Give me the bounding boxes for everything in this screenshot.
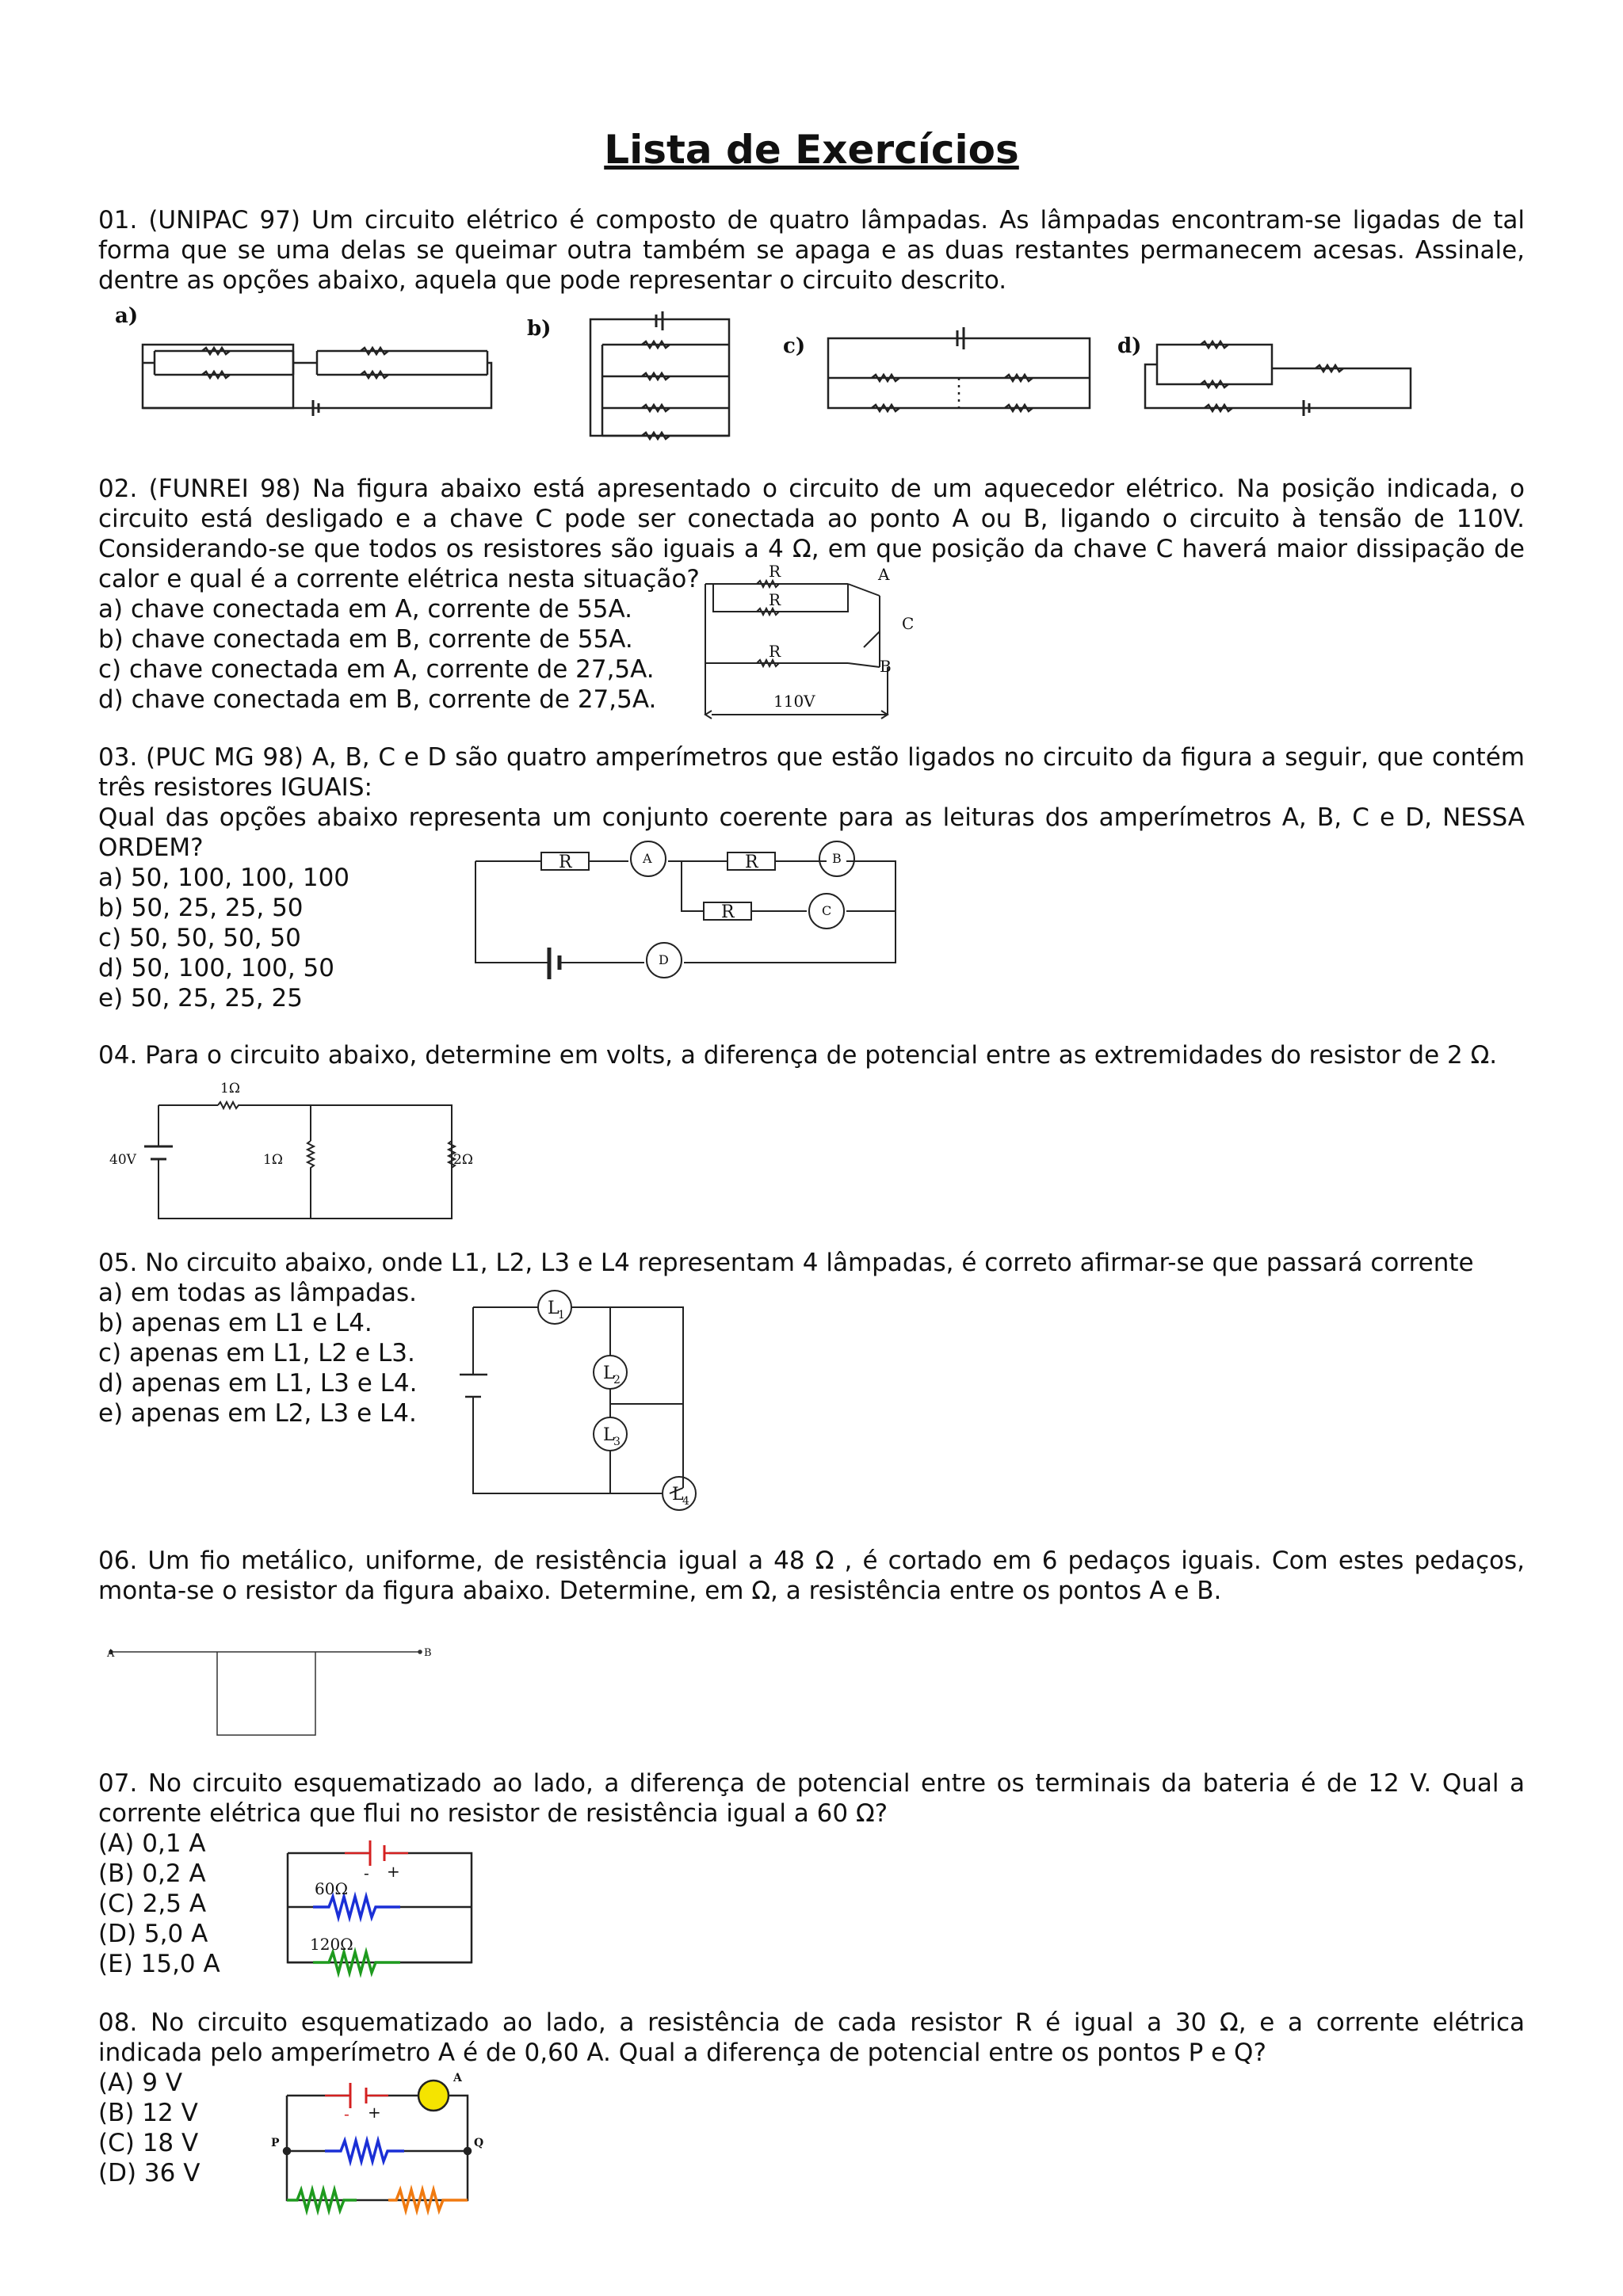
q5-lamp-circuit-figure bbox=[448, 1283, 717, 1513]
q2-option-b[interactable]: b) chave conectada em B, corrente de 55A. bbox=[98, 625, 633, 654]
q8-ammeter-label: A bbox=[453, 2072, 462, 2084]
q3-text-line-2: três resistores IGUAIS: bbox=[98, 773, 372, 802]
q1-label-a: a) bbox=[115, 304, 139, 328]
q8-point-p-label: P bbox=[271, 2137, 280, 2149]
q4-resistor-circuit-figure bbox=[103, 1077, 483, 1228]
q3-text-line-1: 03. (PUC MG 98) A, B, C e D são quatro amperímetros que estão ligados no circuito da figura a seguir, que contém bbox=[98, 743, 1525, 772]
q5-text-line: 05. No circuito abaixo, onde L1, L2, L3 e L4 representam 4 lâmpadas, é correto afirmar-se que passará corrente bbox=[98, 1249, 1474, 1277]
q4-middle-resistor-label: 1Ω bbox=[263, 1152, 283, 1168]
q7-option-c[interactable]: (C) 2,5 A bbox=[98, 1890, 207, 1918]
q8-point-q-label: Q bbox=[474, 2137, 484, 2149]
q7-option-e[interactable]: (E) 15,0 A bbox=[98, 1950, 220, 1978]
q1-circuit-options-figure bbox=[111, 305, 1426, 444]
q3-resistor-label-2: R bbox=[745, 852, 758, 872]
q2-switch-c-label: C bbox=[902, 614, 915, 633]
q6-point-a-label: A bbox=[107, 1648, 115, 1660]
q7-resistor-120 bbox=[313, 1952, 400, 1973]
q5-lamp-l4-sub: 4 bbox=[682, 1495, 689, 1508]
q8-resistor-bottom-left bbox=[287, 2190, 357, 2210]
q5-option-d[interactable]: d) apenas em L1, L3 e L4. bbox=[98, 1369, 418, 1398]
q4-text-line: 04. Para o circuito abaixo, determine em volts, a diferença de potencial entre as extremidades do resistor de 2 Ω. bbox=[98, 1041, 1498, 1070]
q5-lamp-l1-sub: 1 bbox=[558, 1309, 565, 1322]
q7-option-b[interactable]: (B) 0,2 A bbox=[98, 1859, 206, 1888]
q7-minus-sign: - bbox=[364, 1863, 369, 1882]
q8-text-line-2: indicada pelo amperímetro A é de 0,60 A. Qual a diferença de potencial entre os pontos P e Q? bbox=[98, 2039, 1266, 2067]
q7-plus-sign: + bbox=[387, 1862, 400, 1881]
q7-resistor-60 bbox=[313, 1897, 400, 1917]
page-title: Lista de Exercícios bbox=[604, 127, 1019, 173]
q2-heater-circuit-figure bbox=[697, 564, 935, 730]
q7-option-d[interactable]: (D) 5,0 A bbox=[98, 1920, 208, 1948]
q3-option-e[interactable]: e) 50, 25, 25, 25 bbox=[98, 984, 303, 1013]
q7-text-line-2: corrente elétrica que flui no resistor de resistência igual a 60 Ω? bbox=[98, 1799, 888, 1828]
q2-resistor-label-top: R bbox=[769, 562, 781, 581]
q7-option-a[interactable]: (A) 0,1 A bbox=[98, 1829, 206, 1858]
q8-text-line-1: 08. No circuito esquematizado ao lado, a resistência de cada resistor R é igual a 30 Ω, e a corrente elétrica bbox=[98, 2008, 1525, 2037]
q8-option-d[interactable]: (D) 36 V bbox=[98, 2159, 200, 2187]
q2-option-d[interactable]: d) chave conectada em B, corrente de 27,5A. bbox=[98, 685, 657, 714]
q3-option-c[interactable]: c) 50, 50, 50, 50 bbox=[98, 924, 301, 952]
q8-option-b[interactable]: (B) 12 V bbox=[98, 2099, 198, 2127]
q8-circuit-figure bbox=[269, 2072, 491, 2222]
q2-text-line-4: calor e qual é a corrente elétrica nesta situação? bbox=[98, 565, 700, 593]
q2-point-a-label: A bbox=[878, 565, 890, 584]
q3-ammeter-a-label: A bbox=[643, 851, 652, 866]
q1-label-c: c) bbox=[783, 334, 806, 358]
q2-option-c[interactable]: c) chave conectada em A, corrente de 27,5A. bbox=[98, 655, 655, 684]
q6-wire-resistor-figure bbox=[103, 1636, 444, 1747]
q3-option-d[interactable]: d) 50, 100, 100, 50 bbox=[98, 954, 334, 982]
q4-battery-label: 40V bbox=[109, 1152, 136, 1168]
q5-lamp-l3-sub: 3 bbox=[613, 1436, 621, 1448]
q3-text-line-3: Qual das opções abaixo representa um conjunto coerente para as leituras dos amperímetros A, B, C e D, NESSA bbox=[98, 803, 1525, 832]
q6-text-line-2: monta-se o resistor da figura abaixo. Determine, em Ω, a resistência entre os pontos A e B. bbox=[98, 1577, 1222, 1605]
q2-text-line-3: Considerando-se que todos os resistores são iguais a 4 Ω, em que posição da chave C haverá maior dissipação de bbox=[98, 535, 1525, 563]
q6-point-b-label: B bbox=[424, 1647, 432, 1659]
q8-plus-sign: + bbox=[368, 2103, 381, 2122]
q1-text-line-3: dentre as opções abaixo, aquela que pode representar o circuito descrito. bbox=[98, 266, 1007, 295]
q3-ammeter-b-label: B bbox=[832, 851, 842, 866]
q5-lamp-l3-label: L bbox=[603, 1425, 615, 1445]
q2-text-line-1: 02. (FUNREI 98) Na figura abaixo está apresentado o circuito de um aquecedor elétrico. Na posição indicada, o bbox=[98, 475, 1525, 503]
q6-text-line-1: 06. Um fio metálico, uniforme, de resistência igual a 48 Ω , é cortado em 6 pedaços iguais. Com estes pedaços, bbox=[98, 1547, 1525, 1575]
q2-resistor-label-bottom: R bbox=[769, 642, 781, 661]
q3-ammeter-d-label: D bbox=[659, 952, 669, 967]
q3-ammeter-c-label: C bbox=[822, 903, 832, 918]
q3-ammeter-circuit-figure bbox=[474, 840, 902, 974]
q3-resistor-label-3: R bbox=[721, 902, 735, 922]
q7-resistor-120-label: 120Ω bbox=[310, 1935, 353, 1954]
q1-text-line-2: forma que se uma delas se queimar outra também se apaga e as duas restantes permanecem acesas. Assinale, bbox=[98, 236, 1525, 265]
q2-text-line-2: circuito está desligado e a chave C pode ser conectada ao ponto A ou B, ligando o circuito à tensão de 110V. bbox=[98, 505, 1525, 533]
q7-circuit-figure bbox=[281, 1834, 479, 1969]
q8-resistor-middle bbox=[325, 2141, 404, 2161]
q4-right-resistor-label: 2Ω bbox=[453, 1152, 473, 1168]
q5-option-b[interactable]: b) apenas em L1 e L4. bbox=[98, 1309, 372, 1337]
q1-text-line-1: 01. (UNIPAC 97) Um circuito elétrico é composto de quatro lâmpadas. As lâmpadas encontram-se ligadas de tal bbox=[98, 206, 1525, 235]
q2-option-a[interactable]: a) chave conectada em A, corrente de 55A. bbox=[98, 595, 633, 624]
q2-voltage-label: 110V bbox=[773, 692, 815, 711]
q1-label-b: b) bbox=[527, 317, 552, 341]
q5-option-e[interactable]: e) apenas em L2, L3 e L4. bbox=[98, 1399, 417, 1428]
q2-resistor-label-mid: R bbox=[769, 590, 781, 609]
q5-lamp-l4-label: L bbox=[672, 1485, 684, 1505]
q7-text-line-1: 07. No circuito esquematizado ao lado, a diferença de potencial entre os terminais da bateria é de 12 V. Qual a bbox=[98, 1769, 1525, 1798]
q5-option-a[interactable]: a) em todas as lâmpadas. bbox=[98, 1279, 418, 1307]
q7-resistor-60-label: 60Ω bbox=[315, 1879, 349, 1898]
q8-option-a[interactable]: (A) 9 V bbox=[98, 2069, 183, 2097]
q3-resistor-label-1: R bbox=[559, 852, 572, 872]
q3-text-line-4: ORDEM? bbox=[98, 833, 204, 862]
q2-point-b-label: B bbox=[880, 657, 892, 676]
q5-lamp-l2-sub: 2 bbox=[613, 1374, 621, 1386]
q1-label-d: d) bbox=[1117, 334, 1142, 358]
q8-minus-sign: - bbox=[344, 2104, 349, 2123]
q8-ammeter-lamp bbox=[418, 2081, 449, 2111]
q8-option-c[interactable]: (C) 18 V bbox=[98, 2129, 199, 2157]
q5-lamp-l2-label: L bbox=[603, 1363, 615, 1383]
q4-top-resistor-label: 1Ω bbox=[220, 1081, 240, 1097]
q3-option-b[interactable]: b) 50, 25, 25, 50 bbox=[98, 894, 304, 922]
q5-lamp-l1-label: L bbox=[548, 1299, 559, 1318]
q3-option-a[interactable]: a) 50, 100, 100, 100 bbox=[98, 864, 350, 892]
q5-option-c[interactable]: c) apenas em L1, L2 e L3. bbox=[98, 1339, 415, 1367]
